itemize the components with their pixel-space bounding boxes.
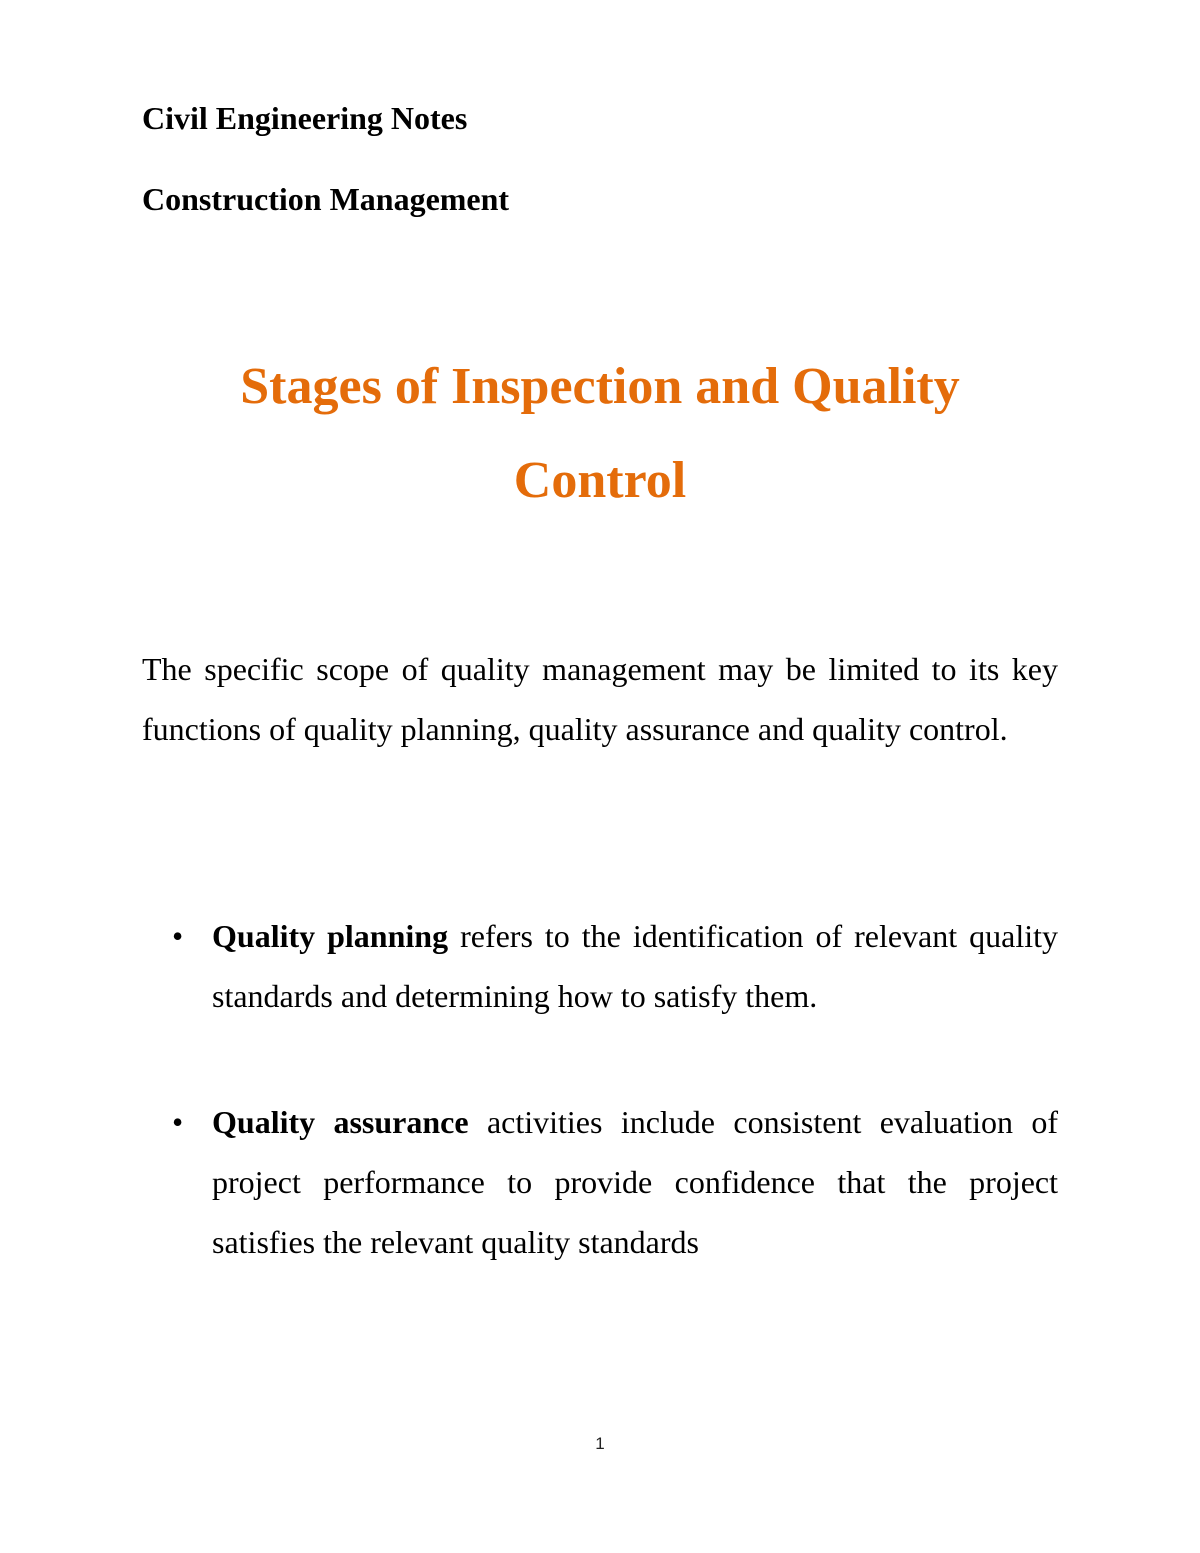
document-title: [100, 340, 1100, 528]
bullet-icon: •: [172, 918, 184, 954]
bullet-icon: •: [172, 1104, 184, 1140]
bullet-term: Quality planning: [212, 918, 449, 954]
subject-heading: Civil Engineering Notes: [142, 100, 468, 136]
page-number: 1: [595, 1434, 605, 1453]
bullet-text: [212, 1092, 1058, 1272]
bullet-description: activities include consistent evaluation of project performance to provide confidence that the project satisfies the relevant quality standards: [212, 1104, 1059, 1260]
topic-heading: Construction Management: [142, 181, 510, 217]
intro-paragraph: The specific scope of quality management may be limited to its key functions of quality planning, quality assurance and quality control.: [142, 651, 1058, 747]
bullet-description: refers to the identification of relevant quality standards and determining how to satisfy them.: [212, 918, 1059, 1014]
title-line-1: Stages of Inspection and Quality: [240, 358, 960, 415]
bullet-term: Quality assurance: [212, 1104, 469, 1140]
bullet-text: [212, 906, 1058, 1026]
title-line-2: Control: [513, 452, 687, 509]
